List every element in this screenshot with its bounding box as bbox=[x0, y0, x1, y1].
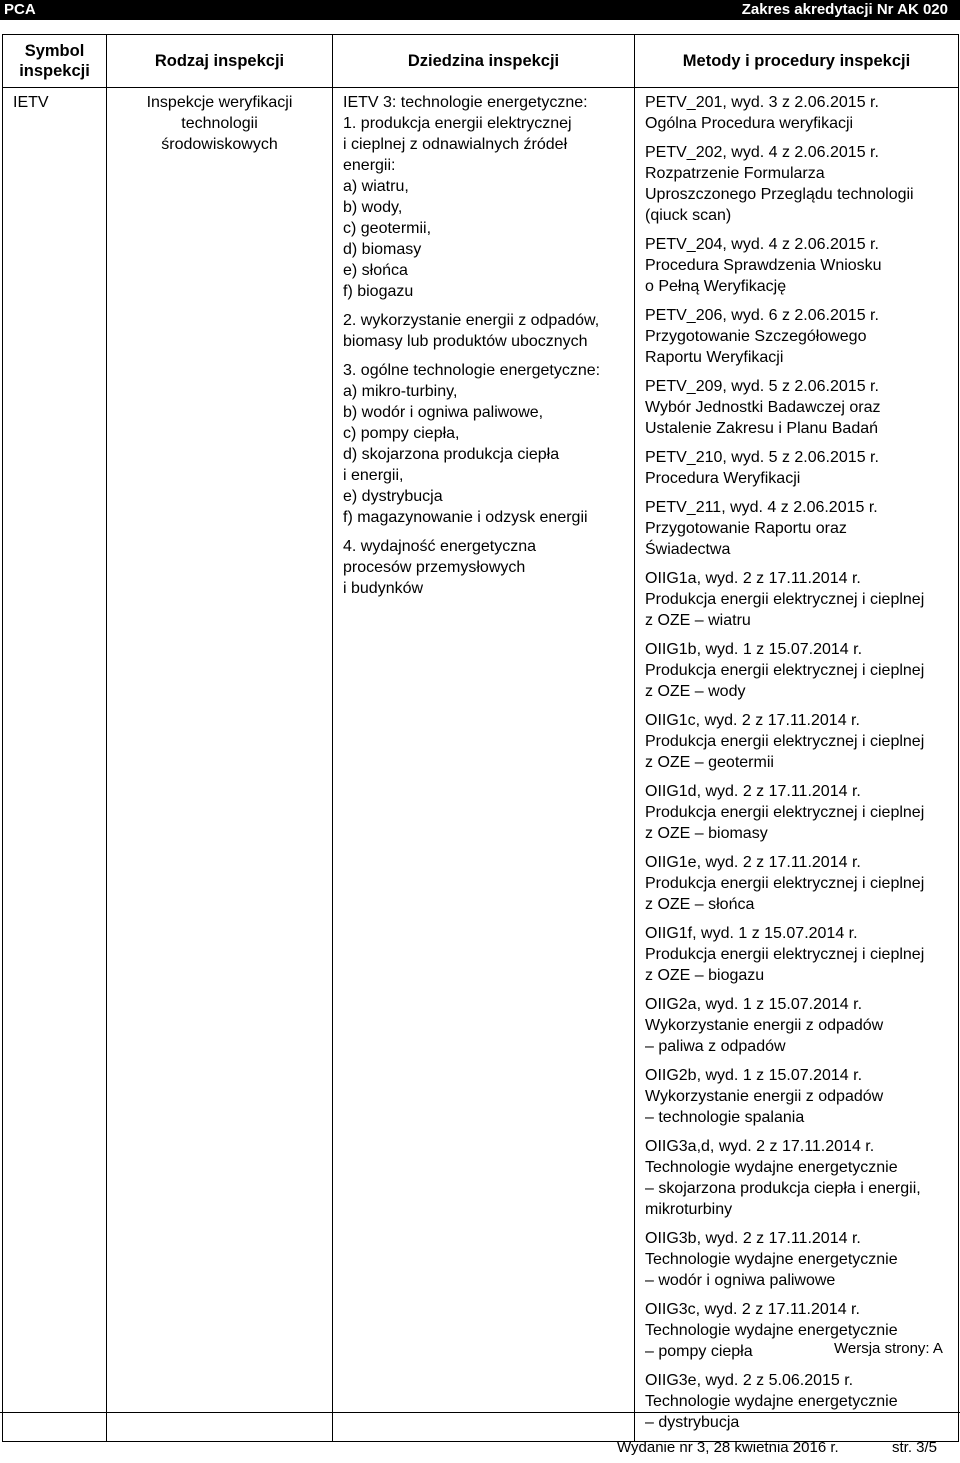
header-bar bbox=[0, 0, 960, 20]
method-name: Produkcja energii elektrycznej i cieplnej z OZE – geotermii bbox=[645, 733, 925, 771]
method-name: Technologie wydajne energetycznie – skojarzona produkcja ciepła i energii, mikroturbiny bbox=[645, 1159, 921, 1218]
method-code: PETV_204, wyd. 4 z 2.06.2015 r. bbox=[645, 236, 879, 253]
method-name: Produkcja energii elektrycznej i cieplnej z OZE – wody bbox=[645, 662, 925, 700]
cell-dziedzina bbox=[333, 88, 635, 1442]
header-dziedzina: Dziedzina inspekcji bbox=[333, 35, 635, 88]
dziedzina-item: 4. wydajność energetyczna procesów przemysłowych i budynków bbox=[343, 538, 536, 597]
cell-metody bbox=[635, 88, 959, 1442]
dziedzina-item: IETV 3: technologie energetyczne: 1. produkcja energii elektrycznej i cieplnej z odnawialnych źródeł energii: a) wiatru, b) wody, c) geotermii, d) biomasy e) słońca f) biogazu bbox=[343, 94, 588, 300]
method-code: OIIG1c, wyd. 2 z 17.11.2014 r. bbox=[645, 712, 860, 729]
method-name: Produkcja energii elektrycznej i cieplnej z OZE – biogazu bbox=[645, 946, 925, 984]
method-item bbox=[645, 447, 952, 489]
method-item bbox=[645, 568, 952, 631]
method-item bbox=[645, 497, 952, 560]
method-code: PETV_206, wyd. 6 z 2.06.2015 r. bbox=[645, 307, 879, 324]
method-item bbox=[645, 923, 952, 986]
method-code: PETV_211, wyd. 4 z 2.06.2015 r. bbox=[645, 499, 878, 516]
method-item bbox=[645, 305, 952, 368]
dziedzina-item: 3. ogólne technologie energetyczne: a) mikro-turbiny, b) wodór i ogniwa paliwowe, c) pompy ciepła, d) skojarzona produkcja ciepła i energii, e) dystrybucja f) magazynowanie i odzysk energii bbox=[343, 362, 601, 526]
document-title: Zakres akredytacji Nr AK 020 bbox=[741, 1, 948, 18]
method-name: Rozpatrzenie Formularza Uproszczonego Przeglądu technologii (qiuck scan) bbox=[645, 165, 914, 224]
table-row bbox=[3, 88, 959, 1442]
cell-rodzaj: Inspekcje weryfikacji technologii środowiskowych bbox=[107, 88, 333, 1442]
method-name: Technologie wydajne energetycznie – dystrybucja bbox=[645, 1393, 898, 1431]
method-item bbox=[645, 852, 952, 915]
method-item bbox=[645, 142, 952, 226]
method-name: Wybór Jednostki Badawczej oraz Ustalenie Zakresu i Planu Badań bbox=[645, 399, 881, 437]
method-name: Wykorzystanie energii z odpadów – technologie spalania bbox=[645, 1088, 884, 1126]
method-code: OIIG1b, wyd. 1 z 15.07.2014 r. bbox=[645, 641, 863, 658]
header-symbol: Symbol inspekcji bbox=[3, 35, 107, 88]
method-item bbox=[645, 1228, 952, 1291]
edition-info: Wydanie nr 3, 28 kwietnia 2016 r. bbox=[617, 1439, 839, 1456]
method-name: Wykorzystanie energii z odpadów – paliwa z odpadów bbox=[645, 1017, 884, 1055]
method-item bbox=[645, 710, 952, 773]
method-name: Produkcja energii elektrycznej i cieplnej z OZE – słońca bbox=[645, 875, 925, 913]
method-item bbox=[645, 376, 952, 439]
table-header-row bbox=[3, 35, 959, 88]
method-code: OIIG1d, wyd. 2 z 17.11.2014 r. bbox=[645, 783, 861, 800]
header-rodzaj: Rodzaj inspekcji bbox=[107, 35, 333, 88]
method-name: Ogólna Procedura weryfikacji bbox=[645, 115, 854, 132]
method-name: Produkcja energii elektrycznej i cieplnej z OZE – wiatru bbox=[645, 591, 925, 629]
method-name: Procedura Weryfikacji bbox=[645, 470, 801, 487]
method-code: PETV_202, wyd. 4 z 2.06.2015 r. bbox=[645, 144, 879, 161]
method-name: Produkcja energii elektrycznej i cieplnej z OZE – biomasy bbox=[645, 804, 925, 842]
method-item bbox=[645, 234, 952, 297]
method-code: OIIG3c, wyd. 2 z 17.11.2014 r. bbox=[645, 1301, 860, 1318]
method-item bbox=[645, 1065, 952, 1128]
page-number: str. 3/5 bbox=[892, 1439, 938, 1456]
method-code: OIIG3b, wyd. 2 z 17.11.2014 r. bbox=[645, 1230, 861, 1247]
method-name: Przygotowanie Raportu oraz Świadectwa bbox=[645, 520, 847, 558]
method-item bbox=[645, 1136, 952, 1220]
method-code: OIIG1f, wyd. 1 z 15.07.2014 r. bbox=[645, 925, 858, 942]
method-item bbox=[645, 92, 952, 134]
method-name: Przygotowanie Szczegółowego Raportu Weryfikacji bbox=[645, 328, 867, 366]
method-code: OIIG2b, wyd. 1 z 15.07.2014 r. bbox=[645, 1067, 863, 1084]
org-abbrev: PCA bbox=[4, 1, 36, 18]
method-code: OIIG1e, wyd. 2 z 17.11.2014 r. bbox=[645, 854, 861, 871]
method-code: PETV_201, wyd. 3 z 2.06.2015 r. bbox=[645, 94, 879, 111]
method-code: OIIG2a, wyd. 1 z 15.07.2014 r. bbox=[645, 996, 863, 1013]
cell-symbol: IETV bbox=[3, 88, 107, 1442]
method-item bbox=[645, 639, 952, 702]
method-code: PETV_209, wyd. 5 z 2.06.2015 r. bbox=[645, 378, 879, 395]
method-code: OIIG3a,d, wyd. 2 z 17.11.2014 r. bbox=[645, 1138, 875, 1155]
header-metody: Metody i procedury inspekcji bbox=[635, 35, 959, 88]
method-item bbox=[645, 994, 952, 1057]
method-name: Technologie wydajne energetycznie – pompy ciepła bbox=[645, 1322, 898, 1360]
method-code: OIIG1a, wyd. 2 z 17.11.2014 r. bbox=[645, 570, 861, 587]
dziedzina-item: 2. wykorzystanie energii z odpadów, biomasy lub produktów ubocznych bbox=[343, 312, 600, 350]
method-code: PETV_210, wyd. 5 z 2.06.2015 r. bbox=[645, 449, 879, 466]
method-item bbox=[645, 781, 952, 844]
method-name: Procedura Sprawdzenia Wniosku o Pełną Weryfikację bbox=[645, 257, 882, 295]
page-footer bbox=[0, 1412, 960, 1463]
accreditation-table bbox=[2, 34, 959, 1442]
page-version: Wersja strony: A bbox=[834, 1340, 943, 1357]
method-name: Technologie wydajne energetycznie – wodór i ogniwa paliwowe bbox=[645, 1251, 898, 1289]
method-code: OIIG3e, wyd. 2 z 5.06.2015 r. bbox=[645, 1372, 854, 1389]
